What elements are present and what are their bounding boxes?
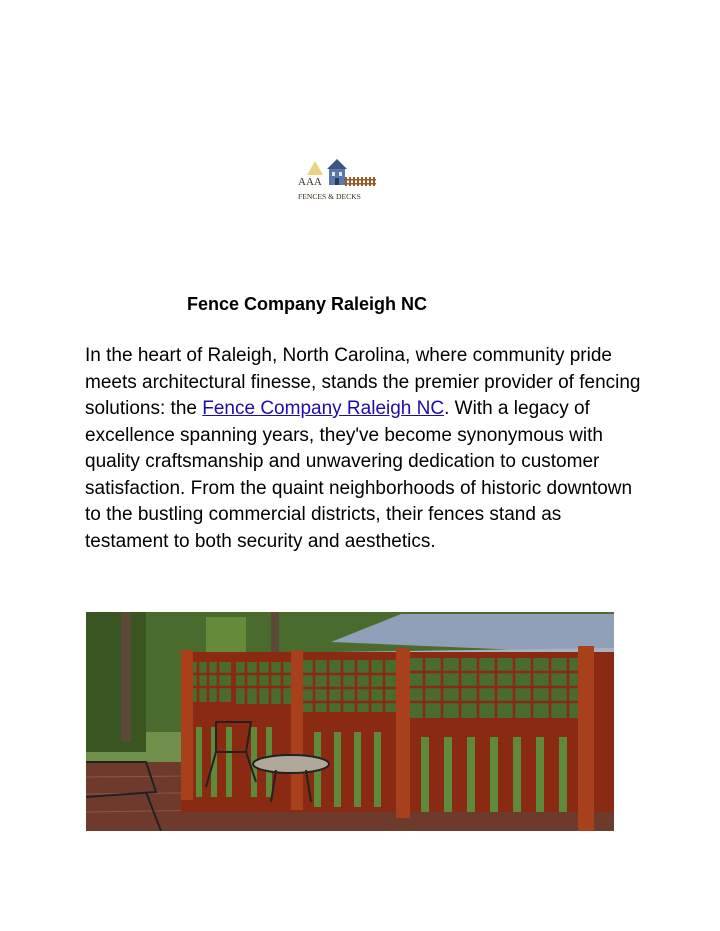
company-logo xyxy=(297,157,379,207)
logo-line1: AAA xyxy=(298,176,322,188)
logo-line2: FENCES & DECKS xyxy=(298,192,361,201)
paragraph-text-start: In the heart of Raleigh, North Carolina, where community pride meets architectural finesse, stands the premier provider of fencing solutions: the xyxy=(85,345,641,419)
paragraph-text-end: . With a legacy of excellence spanning years, they've become synonymous with quality craftsmanship and unwavering dedication to customer satisfaction. From the quaint neighborhoods of historic downtown to the bustling commercial districts, their fences stand as testament to both security and aesthetics. xyxy=(85,398,633,552)
page-title: Fence Company Raleigh NC xyxy=(187,294,428,314)
body-paragraph xyxy=(85,343,645,555)
fence-deck-photo xyxy=(86,612,614,831)
fence-company-link[interactable]: Fence Company Raleigh NC xyxy=(202,398,445,419)
